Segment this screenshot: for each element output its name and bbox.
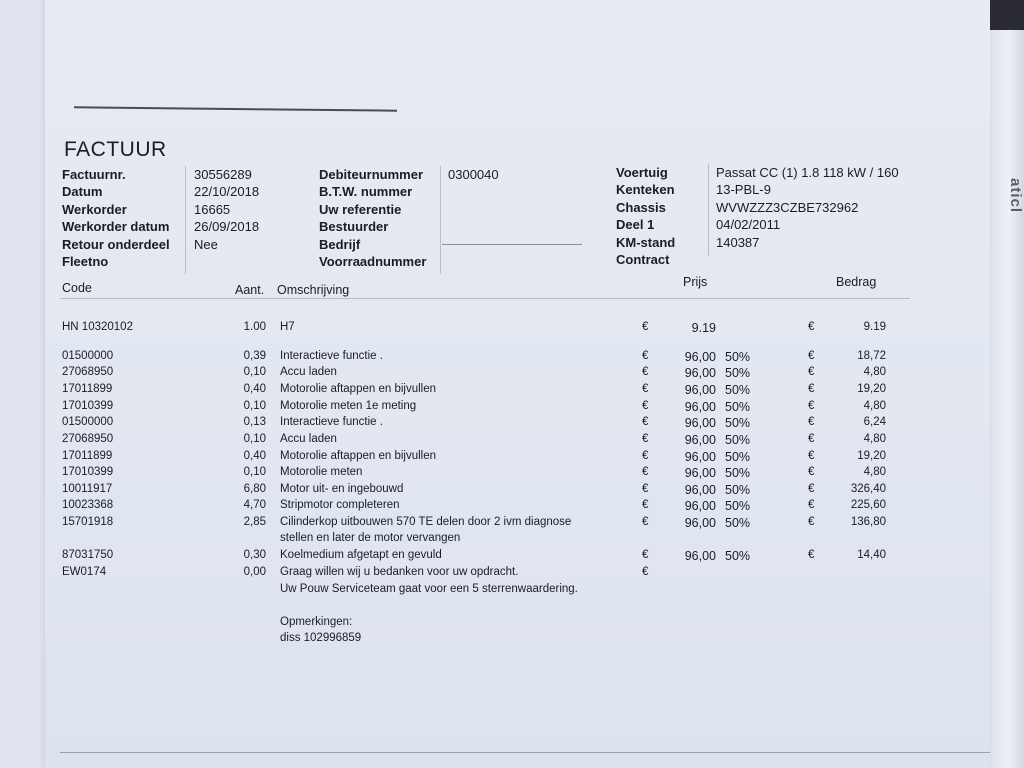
line-discount: 50%	[725, 466, 751, 480]
vehicle-label: Contract	[616, 252, 670, 268]
line-amount: 225,60	[850, 499, 886, 511]
line-description: Accu laden	[280, 366, 337, 378]
customer-label: B.T.W. nummer	[319, 184, 413, 200]
vehicle-labels	[616, 164, 675, 268]
line-description: Motorolie meten 1e meting	[280, 400, 417, 412]
line-amount-currency: €	[808, 450, 815, 462]
line-quantity: 6,80	[243, 483, 266, 495]
line-amount-currency: €	[808, 400, 815, 412]
line-quantity: 1.00	[243, 321, 266, 333]
line-discount: 50%	[725, 383, 751, 397]
line-price-currency: €	[642, 566, 649, 578]
line-code: EW0174	[62, 566, 107, 578]
line-amount-currency: €	[808, 499, 815, 511]
remarks-value: diss 102996859	[280, 632, 362, 644]
line-amount-currency: €	[808, 516, 815, 528]
vehicle-label: Voertuig	[616, 165, 668, 180]
customer-labels	[319, 166, 426, 270]
line-amount: 18,72	[857, 350, 886, 362]
line-quantity: 0,40	[243, 450, 266, 462]
line-description: Motorolie aftappen en bijvullen	[280, 383, 436, 395]
line-description: Graag willen wij u bedanken voor uw opdracht.	[280, 566, 519, 578]
line-discount: 50%	[725, 483, 751, 497]
line-price: 96,00	[684, 433, 716, 447]
line-price-currency: €	[642, 416, 649, 428]
line-quantity: 0,13	[243, 416, 266, 428]
line-quantity: 4,70	[243, 499, 266, 511]
line-amount-currency: €	[808, 366, 815, 378]
meta-label: Factuurnr.	[62, 167, 126, 182]
vehicle-value: 13-PBL-9	[716, 182, 771, 198]
line-code: 10011917	[62, 483, 113, 495]
customer-label: Voorraadnummer	[319, 254, 427, 270]
line-amount: 19,20	[857, 383, 886, 395]
line-price-currency: €	[642, 499, 649, 511]
customer-label: Bedrijf	[319, 236, 361, 252]
line-price-currency: €	[642, 366, 649, 378]
vehicle-value: Passat CC (1) 1.8 118 kW / 160	[716, 165, 899, 180]
line-price-currency: €	[642, 350, 649, 362]
line-amount-currency: €	[808, 549, 815, 561]
line-description: Interactieve functie .	[280, 416, 383, 428]
line-price-currency: €	[642, 383, 649, 395]
line-code: 17011899	[62, 450, 113, 462]
header-divider	[185, 166, 186, 274]
line-quantity: 0,00	[243, 566, 266, 578]
dark-background-corner	[990, 0, 1024, 30]
line-discount: 50%	[725, 400, 751, 414]
vehicle-label: Kenteken	[616, 182, 675, 198]
line-price: 96,00	[684, 516, 716, 530]
vehicle-label: Deel 1	[616, 217, 655, 233]
line-discount: 50%	[725, 516, 751, 530]
line-description: Stripmotor completeren	[280, 499, 400, 511]
line-price: 96,00	[684, 383, 716, 397]
line-amount: 136,80	[850, 516, 886, 528]
line-quantity: 2,85	[243, 516, 266, 528]
line-amount: 14,40	[857, 549, 886, 561]
line-price: 96,00	[684, 350, 716, 364]
line-quantity: 0,10	[243, 433, 266, 445]
meta-label: Werkorder	[62, 201, 127, 217]
line-discount: 50%	[725, 450, 751, 464]
line-description: H7	[280, 321, 295, 333]
line-price-currency: €	[642, 549, 649, 561]
customer-value: 0300040	[448, 167, 499, 182]
column-header-rule	[60, 298, 910, 299]
line-price: 96,00	[684, 416, 716, 430]
column-header-qty: Aant.	[235, 283, 265, 297]
document-title: FACTUUR	[64, 138, 167, 161]
line-amount: 4,80	[863, 400, 886, 412]
line-discount: 50%	[725, 433, 751, 447]
column-header-description: Omschrijving	[277, 283, 350, 297]
line-quantity: 0,10	[243, 366, 266, 378]
line-price: 96,00	[684, 450, 716, 464]
line-price: 96,00	[684, 366, 716, 380]
line-price-currency: €	[642, 483, 649, 495]
invoice-meta-values	[194, 166, 259, 253]
line-discount: 50%	[725, 499, 751, 513]
line-quantity: 0,10	[243, 466, 266, 478]
vehicle-label: Chassis	[616, 199, 666, 215]
header-divider	[440, 166, 441, 274]
bottom-rule	[60, 752, 990, 753]
customer-label: Debiteurnummer	[319, 167, 424, 182]
line-discount: 50%	[725, 366, 751, 380]
line-quantity: 0,10	[243, 400, 266, 412]
line-code: 17011899	[62, 383, 113, 395]
line-discount: 50%	[725, 350, 751, 364]
line-price: 96,00	[684, 400, 716, 414]
line-code: HN 10320102	[62, 321, 133, 333]
meta-value: 26/09/2018	[194, 219, 260, 235]
line-price: 96,00	[684, 483, 716, 497]
line-price: 96,00	[684, 466, 716, 480]
column-header-code: Code	[62, 281, 92, 295]
line-price: 96,00	[684, 549, 716, 563]
remarks	[280, 614, 361, 646]
line-code: 17010399	[62, 400, 114, 412]
line-amount-currency: €	[808, 321, 815, 333]
line-amount-currency: €	[808, 433, 815, 445]
line-price: 9.19	[691, 321, 716, 335]
vehicle-label: KM-stand	[616, 234, 676, 250]
line-description: Motorolie meten	[280, 466, 363, 478]
line-amount-currency: €	[808, 416, 815, 428]
line-code: 17010399	[62, 466, 114, 478]
line-amount-currency: €	[808, 350, 815, 362]
customer-label: Bestuurder	[319, 219, 389, 235]
vehicle-value: WVWZZZ3CZBE732962	[716, 199, 859, 215]
vehicle-values	[716, 164, 899, 251]
invoice-meta-labels	[62, 166, 170, 270]
meta-label: Fleetno	[62, 254, 109, 270]
line-quantity: 0,39	[243, 350, 266, 362]
line-quantity: 0,30	[243, 549, 266, 561]
underlying-page-edge	[985, 0, 1024, 768]
meta-value: 16665	[194, 201, 231, 217]
vehicle-value: 140387	[716, 234, 760, 250]
line-amount: 4,80	[863, 466, 886, 478]
header-underline	[442, 244, 582, 245]
line-code: 87031750	[62, 549, 114, 561]
line-description: Motor uit- en ingebouwd	[280, 483, 404, 495]
line-code: 27068950	[62, 433, 114, 445]
remarks-label: Opmerkingen:	[280, 616, 353, 628]
line-description: Accu laden	[280, 433, 337, 445]
line-amount-currency: €	[808, 483, 815, 495]
meta-value: 22/10/2018	[194, 184, 260, 200]
line-code: 15701918	[62, 516, 114, 528]
meta-label: Datum	[62, 184, 103, 200]
customer-values	[448, 166, 499, 183]
line-description: Koelmedium afgetapt en gevuld	[280, 549, 442, 561]
line-amount: 326,40	[850, 483, 886, 495]
line-code: 01500000	[62, 350, 114, 362]
line-description: Uw Pouw Serviceteam gaat voor een 5 sterrenwaardering.	[280, 583, 578, 595]
line-amount-currency: €	[808, 466, 815, 478]
column-header-price: Prijs	[683, 275, 708, 289]
line-amount: 6,24	[863, 416, 886, 428]
line-description: Motorolie aftappen en bijvullen	[280, 450, 436, 462]
meta-label: Werkorder datum	[62, 219, 170, 235]
line-amount: 4,80	[863, 366, 886, 378]
meta-label: Retour onderdeel	[62, 236, 170, 252]
line-amount: 19,20	[857, 450, 886, 462]
column-header-amount: Bedrag	[836, 275, 877, 289]
line-price-currency: €	[642, 321, 649, 333]
line-description: Cilinderkop uitbouwen 570 TE delen door 2 ivm diagnose	[280, 516, 572, 528]
line-price: 96,00	[684, 499, 716, 513]
line-code: 01500000	[62, 416, 114, 428]
line-discount: 50%	[725, 416, 751, 430]
vehicle-value: 04/02/2011	[716, 217, 781, 233]
line-price-currency: €	[642, 466, 649, 478]
meta-value: 30556289	[194, 167, 252, 182]
line-code: 27068950	[62, 366, 114, 378]
line-quantity: 0,40	[243, 383, 266, 395]
line-description: Interactieve functie .	[280, 350, 383, 362]
line-description: stellen en later de motor vervangen	[280, 532, 461, 544]
meta-value: Nee	[194, 236, 218, 252]
line-amount: 4,80	[863, 433, 886, 445]
line-price-currency: €	[642, 433, 649, 445]
line-amount: 9.19	[863, 321, 886, 333]
line-price-currency: €	[642, 400, 649, 412]
header-divider	[708, 164, 709, 256]
line-amount-currency: €	[808, 383, 815, 395]
customer-label: Uw referentie	[319, 201, 402, 217]
underlying-page-text: aticl	[1007, 178, 1024, 214]
line-price-currency: €	[642, 516, 649, 528]
line-price-currency: €	[642, 450, 649, 462]
line-discount: 50%	[725, 549, 751, 563]
line-code: 10023368	[62, 499, 114, 511]
